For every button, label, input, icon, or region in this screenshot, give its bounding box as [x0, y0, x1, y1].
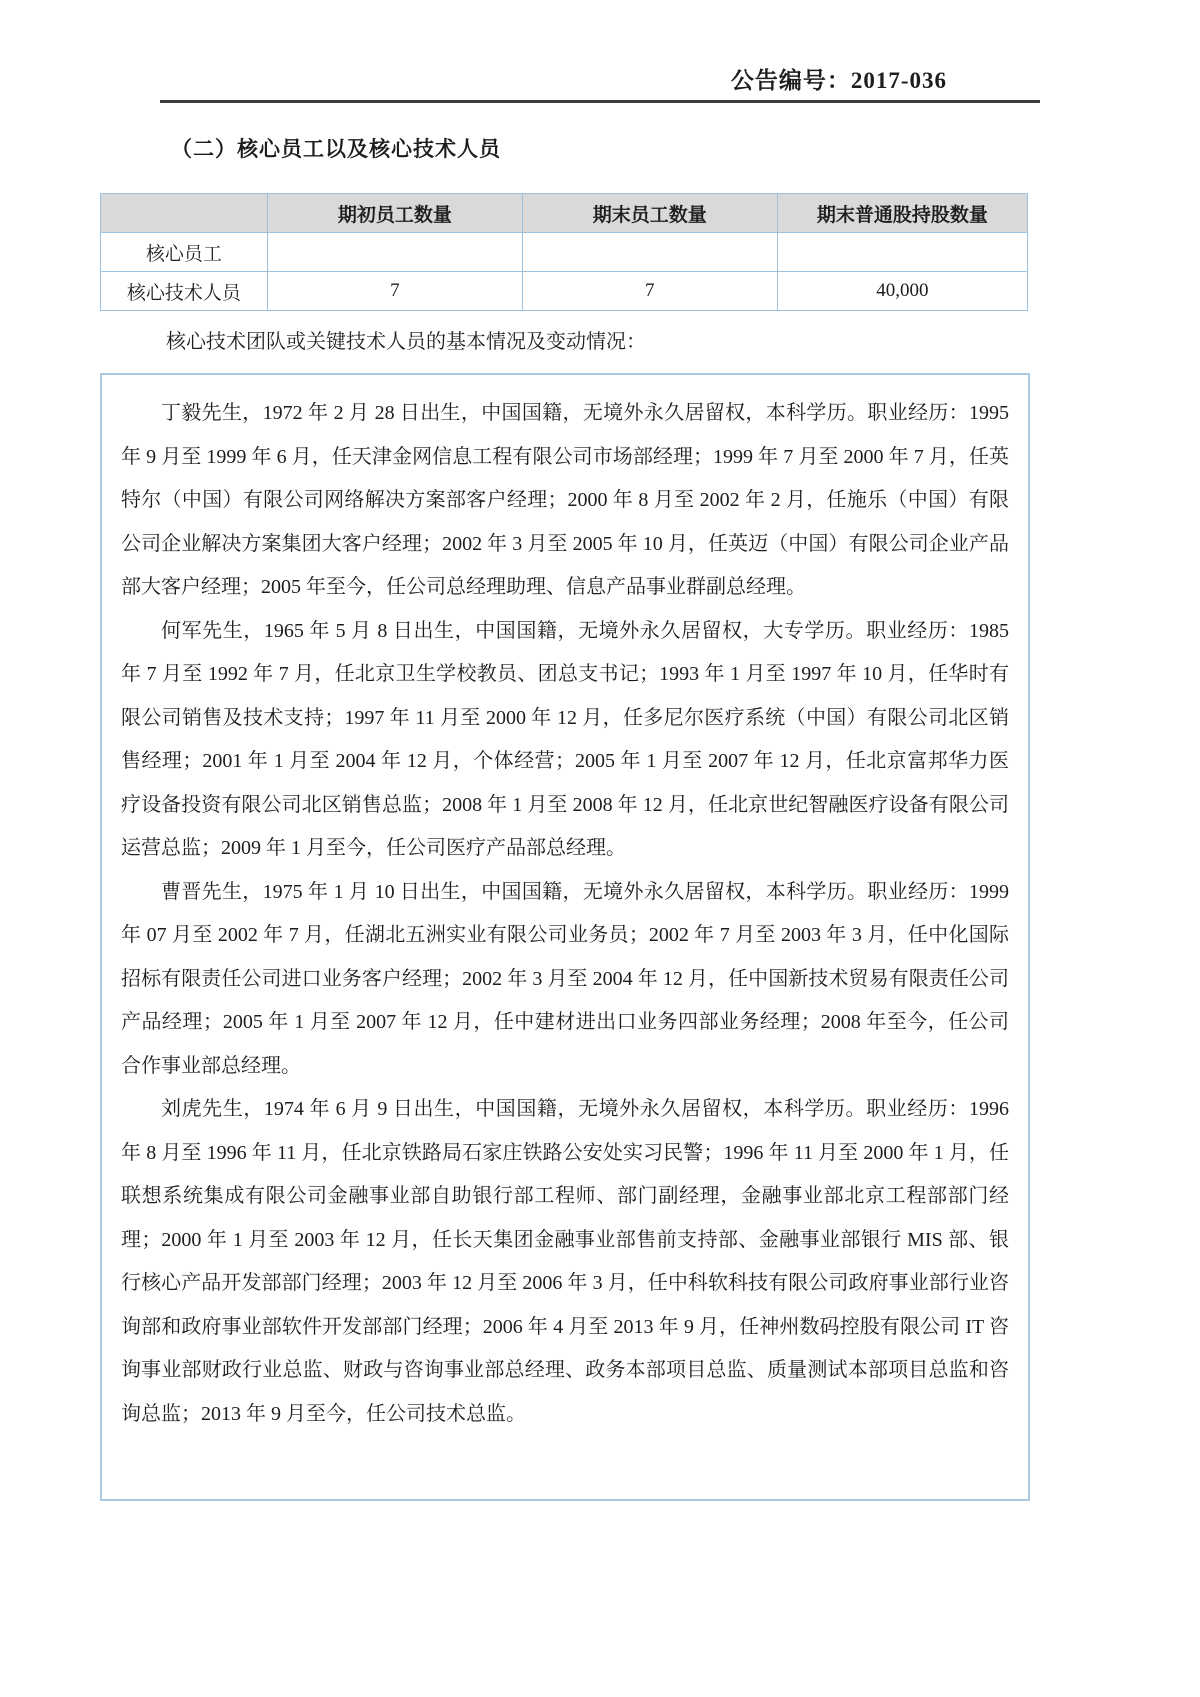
- bio-paragraph-liuhu: 刘虎先生，1974 年 6 月 9 日出生，中国国籍，无境外永久居留权，本科学历。职业经历：1996 年 8 月至 1996 年 11 月，任北京铁路局石家庄铁路公安处实习民警；1996 年 11 月至 2000 年 1 月，任联想系统集成有限公司金融事业部自助银行部工程师、部门副经理，金融事业部北京工程部部门经理；2000 年 1 月至 2003 年 12 月，任长天集团金融事业部售前支持部、金融事业部银行 MIS 部、银行核心产品开发部部门经理；2003 年 12 月至 2006 年 3 月，任中科软科技有限公司政府事业部行业咨询部和政府事业部软件开发部部门经理；2006 年 4 月至 2013 年 9 月，任神州数码控股有限公司 IT 咨询事业部财政行业总监、财政与咨询事业部总经理、政务本部项目总监、质量测试本部项目总监和咨询总监；2013 年 9 月至今，任公司技术总监。: [121, 1098, 1009, 1425]
- table-header-end-count: 期末员工数量: [522, 194, 777, 233]
- table-row-core-employees: [101, 233, 1028, 272]
- header-divider-rule: [160, 100, 1040, 103]
- section-title: （二）核心员工以及核心技术人员: [171, 137, 501, 161]
- bio-paragraph-caojin: 曹晋先生，1975 年 1 月 10 日出生，中国国籍，无境外永久居留权，本科学历。职业经历：1999 年 07 月至 2002 年 7 月，任湖北五洲实业有限公司业务员；2002 年 7 月至 2003 年 3 月，任中化国际招标有限责任公司进口业务客户经理；2002 年 3 月至 2004 年 12 月，任中国新技术贸易有限责任公司产品经理；2005 年 1 月至 2007 年 12 月，任中建材进出口业务四部业务经理；2008 年至今，任公司合作事业部总经理。: [121, 880, 1009, 1077]
- table-row-core-tech: [101, 272, 1028, 311]
- row-label: 核心技术人员: [101, 272, 268, 311]
- table-header-blank: [101, 194, 268, 233]
- bio-text-box: [100, 373, 1030, 1501]
- table-header-shares: 期末普通股持股数量: [777, 194, 1027, 233]
- table-cell: 7: [267, 272, 522, 311]
- bio-paragraph-hejun: 何军先生，1965 年 5 月 8 日出生，中国国籍，无境外永久居留权，大专学历。职业经历：1985 年 7 月至 1992 年 7 月，任北京卫生学校教员、团总支书记；1993 年 1 月至 1997 年 10 月，任华时有限公司销售及技术支持；1997 年 11 月至 2000 年 12 月，任多尼尔医疗系统（中国）有限公司北区销售经理；2001 年 1 月至 2004 年 12 月，个体经营；2005 年 1 月至 2007 年 12 月，任北京富邦华力医疗设备投资有限公司北区销售总监；2008 年 1 月至 2008 年 12 月，任北京世纪智融医疗设备有限公司运营总监；2009 年 1 月至今，任公司医疗产品部总经理。: [121, 619, 1009, 859]
- table-cell: 7: [522, 272, 777, 311]
- row-label: 核心员工: [101, 233, 268, 272]
- table-cell: [522, 233, 777, 272]
- table-cell: [267, 233, 522, 272]
- table-header-row: [101, 194, 1028, 233]
- table-cell: [777, 233, 1027, 272]
- doc-number: 公告编号：2017-036: [730, 68, 947, 93]
- table-cell: 40,000: [777, 272, 1027, 311]
- bio-paragraph-dingyi: 丁毅先生，1972 年 2 月 28 日出生，中国国籍，无境外永久居留权，本科学历。职业经历：1995 年 9 月至 1999 年 6 月，任天津金网信息工程有限公司市场部经理；1999 年 7 月至 2000 年 7 月，任英特尔（中国）有限公司网络解决方案部客户经理；2000 年 8 月至 2002 年 2 月，任施乐（中国）有限公司企业解决方案集团大客户经理；2002 年 3 月至 2005 年 10 月，任英迈（中国）有限公司企业产品部大客户经理；2005 年至今，任公司总经理助理、信息产品事业群副总经理。: [121, 402, 1009, 598]
- intro-line: 核心技术团队或关键技术人员的基本情况及变动情况：: [166, 331, 646, 353]
- table-header-begin-count: 期初员工数量: [267, 194, 522, 233]
- core-employee-table: [100, 193, 1028, 311]
